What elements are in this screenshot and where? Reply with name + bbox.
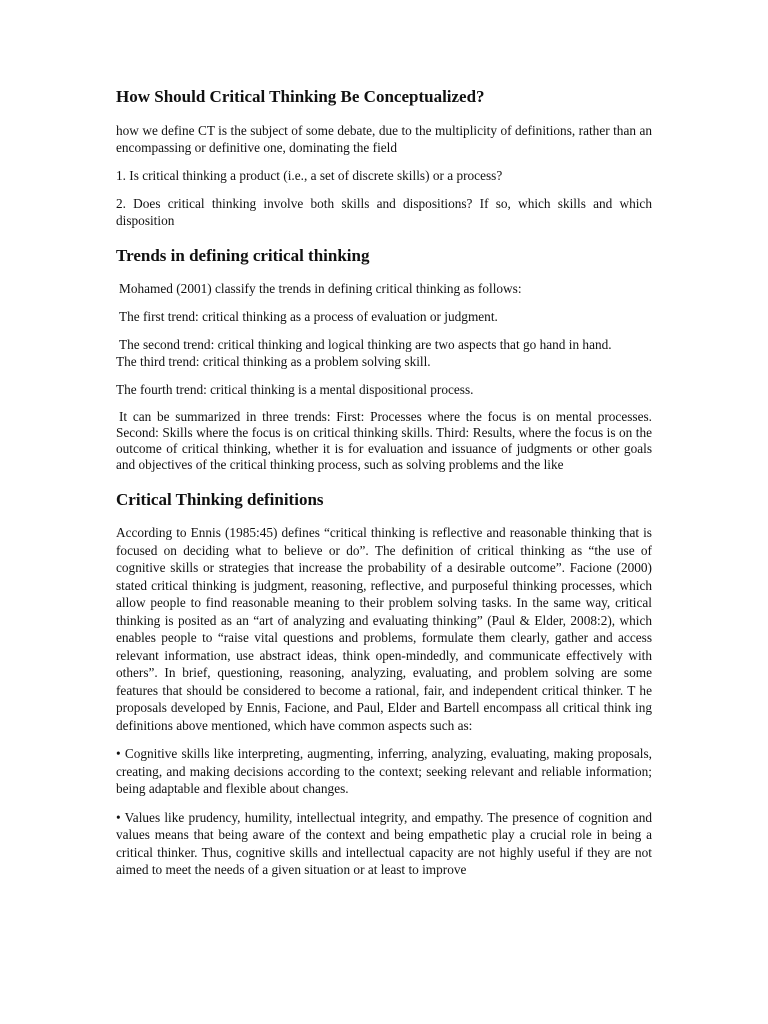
paragraph-question-2: 2. Does critical thinking involve both skills and dispositions? If so, which skills and which disposition <box>116 196 652 228</box>
section-heading-trends: Trends in defining critical thinking <box>116 246 370 265</box>
paragraph-values: • Values like prudency, humility, intellectual integrity, and empathy. The presence of cognition and values means that being aware of the context and being empathetic play a crucial role in being a critical thinker. Thus, cognitive skills and intellectual capacity are not highly useful if they are not aimed to meet the needs of a given situation or at least to improve <box>116 809 652 877</box>
paragraph-trend-3: The third trend: critical thinking as a problem solving skill. <box>116 354 431 369</box>
paragraph-trend-4: The fourth trend: critical thinking is a mental dispositional process. <box>116 382 474 397</box>
paragraph-intro: how we define CT is the subject of some debate, due to the multiplicity of definitions, rather than an encompassing or definitive one, dominating the field <box>116 123 652 155</box>
paragraph-trends-intro: Mohamed (2001) classify the trends in defining critical thinking as follows: <box>119 281 522 296</box>
paragraph-question-1: 1. Is critical thinking a product (i.e., a set of discrete skills) or a process? <box>116 168 503 183</box>
paragraph-trend-1: The first trend: critical thinking as a process of evaluation or judgment. <box>119 309 498 324</box>
paragraph-definitions-body: According to Ennis (1985:45) defines “critical thinking is reflective and reasonable thinking that is focused on deciding what to believe or do”. The definition of critical thinking as “the use of cognitive skills or strategies that increase the probability of a desirable outcome”. Facione (2000) stated critical thinking is judgment, reasoning, reflective, and purposeful thinking processes, which allow people to find reasonable meaning to their problem solving tasks. In the same way, critical thinking is posited as an “art of analyzing and evaluating thinking” (Paul & Elder, 2008:2), which enables people to “raise vital questions and problems, formulate them clearly, gather and access relevant information, use abstract ideas, think open-mindedly, and communicate effectively with others”. In brief, questioning, reasoning, analyzing, evaluating, and problem solving are some features that should be considered to become a rational, fair, and independent critical thinker. T he proposals developed by Ennis, Facione, and Paul, Elder and Bartell encompass all critical think ing definitions above mentioned, which have common aspects such as: <box>116 525 652 733</box>
paragraph-cognitive-skills: • Cognitive skills like interpreting, augmenting, inferring, analyzing, evaluating, making proposals, creating, and making decisions according to the context; seeking relevant and reliable information; being adaptable and flexible about changes. <box>116 746 652 796</box>
document-page <box>116 86 652 890</box>
paragraph-trends-summary: It can be summarized in three trends: First: Processes where the focus is on mental processes. Second: Skills where the focus is on critical thinking skills. Third: Results, where the focus is on the outcome of critical thinking, whether it is for evaluation and issuance of judgments or other goals and objectives of the critical thinking process, such as solving problems and the like <box>116 409 652 472</box>
section-heading-definitions: Critical Thinking definitions <box>116 490 324 509</box>
section-heading-conceptualized: How Should Critical Thinking Be Conceptualized? <box>116 87 485 106</box>
paragraph-trend-2: The second trend: critical thinking and logical thinking are two aspects that go hand in hand. <box>119 337 612 352</box>
